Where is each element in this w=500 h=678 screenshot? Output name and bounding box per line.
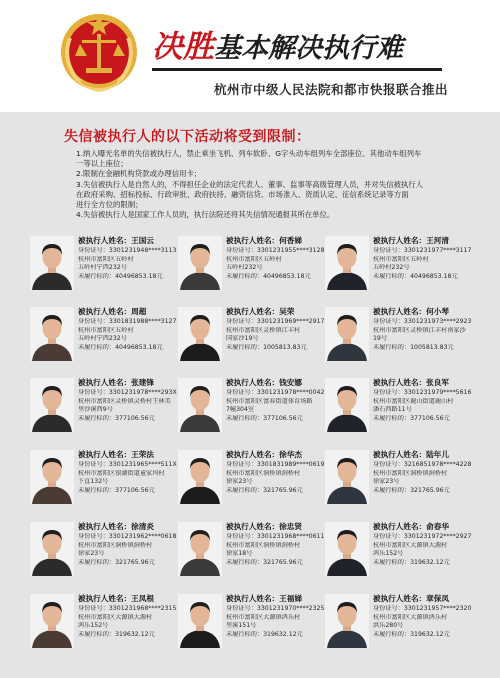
name-label: 被执行人姓名： (373, 450, 427, 459)
debtor-address: 杭州市富阳区鹿山街道鹿山村 (373, 397, 454, 405)
debtor-id: 身份证号：3301231972****2927 (373, 533, 472, 540)
debtor-address: 五岭村232号 (373, 264, 410, 272)
debtor-card (30, 376, 178, 444)
portrait-photo-icon (30, 594, 74, 648)
debtor-address: 徐家23号 (78, 550, 105, 558)
name-label: 被执行人姓名： (78, 307, 132, 316)
debtor-name: 周超 (131, 307, 147, 316)
amount-label: 未履行标的： (226, 558, 264, 566)
debtor-info (78, 520, 178, 567)
debtor-id: 身份证号：3301231957****2320 (373, 605, 472, 612)
headline (152, 30, 452, 71)
name-label: 被执行人姓名： (373, 307, 427, 316)
debtor-card (30, 592, 178, 660)
debtor-address: 杭州市富阳区大源镇大源村 (78, 613, 153, 621)
debtor-info (78, 592, 178, 639)
debtor-name-line (373, 305, 473, 318)
rule-line: 2.限制在金融机构贷款或办理信用卡； (76, 169, 202, 179)
debtor-amount: 40496853.18元 (410, 272, 458, 280)
debtor-card (325, 234, 473, 302)
debtor-name-line (226, 448, 326, 461)
portrait-photo-icon (325, 594, 369, 648)
debtor-address: 鸿乐152号 (373, 550, 404, 558)
debtor-address: 7幢304室 (226, 406, 255, 414)
portrait-photo-icon (325, 450, 369, 504)
debtor-address: 杭州市富阳区洞桥镇洞桥村 (226, 541, 301, 549)
debtor-address: 杭州市富阳区银湖街道童家坞村 (78, 469, 165, 477)
debtor-name: 徐华杰 (279, 450, 302, 459)
debtor-address: 杭州市富阳区五岭村 (78, 326, 134, 334)
subtitle: 杭州市中级人民法院和都市快报联合推出 (214, 82, 449, 97)
debtor-amount-line (78, 559, 178, 568)
headline-underline (152, 68, 442, 71)
debtor-amount-line (226, 487, 326, 496)
debtor-info (226, 448, 326, 495)
debtor-card (178, 376, 326, 444)
portrait-photo-icon (325, 522, 369, 576)
debtor-info (78, 448, 178, 495)
debtor-address: 徐家23号 (226, 478, 253, 486)
debtor-amount-line (78, 344, 178, 353)
debtor-amount: 40496853.18元 (115, 272, 163, 280)
debtor-address: 徐家18号 (226, 550, 253, 558)
rules-list (76, 149, 448, 220)
portrait-photo-icon (178, 594, 222, 648)
rule-line: 1.纳入曝光名单的失信被执行人，禁止乘坐飞机、列车软卧、G字头动车组列车全部座位、其他动车组列车 (76, 149, 422, 158)
portrait-photo-icon (325, 307, 369, 361)
amount-label: 未履行标的： (78, 486, 116, 494)
debtor-amount-line (78, 487, 178, 496)
debtor-id: 身份证号：3301831988****3127 (78, 318, 177, 325)
debtor-name: 陆年儿 (426, 450, 449, 459)
debtor-info (373, 305, 473, 352)
amount-label: 未履行标的： (78, 272, 116, 280)
debtor-amount: 377106.56元 (410, 414, 450, 422)
debtor-name: 王荣法 (131, 450, 154, 459)
debtor-amount-line (78, 631, 178, 640)
debtor-id: 身份证号：3216851978****4228 (373, 461, 472, 468)
debtor-card (178, 592, 326, 660)
debtor-name-line (373, 376, 473, 389)
name-label: 被执行人姓名： (78, 522, 132, 531)
debtor-name: 钱安娜 (279, 378, 302, 387)
amount-label: 未履行标的： (78, 414, 116, 422)
name-label: 被执行人姓名： (226, 236, 280, 245)
portrait-photo-icon (30, 378, 74, 432)
portrait-photo-icon (178, 522, 222, 576)
amount-label: 未履行标的： (78, 343, 116, 351)
name-label: 被执行人姓名： (373, 594, 427, 603)
debtor-address: 杭州市富阳区五岭村 (373, 255, 429, 263)
debtor-card (30, 520, 178, 588)
debtor-amount-line (226, 273, 326, 282)
debtor-info (226, 305, 326, 352)
name-label: 被执行人姓名： (78, 450, 132, 459)
debtor-name: 王福娣 (279, 594, 302, 603)
debtor-name: 章保凤 (426, 594, 449, 603)
debtor-id: 身份证号：3301831989****0619 (226, 461, 325, 468)
debtor-card (30, 305, 178, 373)
debtor-name: 徐忠贤 (279, 522, 302, 531)
debtor-id: 身份证号：3301231969****2917 (226, 318, 325, 325)
debtor-amount: 40496853.18元 (263, 272, 311, 280)
debtor-id: 身份证号：3301231978****293X (78, 389, 177, 396)
debtor-info (226, 592, 326, 639)
debtor-address: 杭州市富阳区大源镇大源村 (373, 541, 448, 549)
debtor-name: 张良军 (426, 378, 449, 387)
notice-panel (0, 112, 500, 678)
debtor-info (226, 520, 326, 567)
debtor-address: 里沙溪西9号 (78, 406, 113, 414)
debtor-address: 洪乐280号 (373, 622, 404, 630)
debtor-address: 杭州市富阳区灵桥镇江丰村南家沙 (373, 326, 466, 334)
debtor-name-line (78, 448, 178, 461)
debtor-name: 王凤根 (131, 594, 154, 603)
name-label: 被执行人姓名： (226, 594, 280, 603)
debtor-card (325, 520, 473, 588)
debtor-name-line (373, 592, 473, 605)
court-emblem-icon (58, 8, 140, 92)
debtor-address: 国家沙19号 (226, 335, 259, 343)
rule-line: 一等以上座位； (76, 159, 128, 169)
debtor-name: 何香娣 (279, 236, 302, 245)
debtor-name-line (226, 234, 326, 247)
name-label: 被执行人姓名： (226, 378, 280, 387)
debtor-amount-line (226, 415, 326, 424)
debtor-id: 身份证号：3301231968****0611 (226, 533, 325, 540)
debtor-card (30, 234, 178, 302)
amount-label: 未履行标的： (373, 558, 411, 566)
debtor-amount: 321765.96元 (115, 558, 155, 566)
debtor-id: 身份证号：3301231973****2923 (373, 318, 472, 325)
header (0, 0, 500, 112)
debtor-address: 鸿乐152号 (78, 622, 109, 630)
debtor-name: 俞春华 (426, 522, 449, 531)
amount-label: 未履行标的： (226, 630, 264, 638)
amount-label: 未履行标的： (373, 272, 411, 280)
amount-label: 未履行标的： (373, 414, 411, 422)
debtor-name: 徐清炎 (131, 522, 154, 531)
debtor-address: 19号 (373, 335, 388, 343)
portrait-photo-icon (30, 450, 74, 504)
debtor-name-line (78, 305, 178, 318)
amount-label: 未履行标的： (373, 630, 411, 638)
name-label: 被执行人姓名： (373, 522, 427, 531)
debtor-card (178, 448, 326, 516)
rule-line: 进行全方位的限制； (76, 200, 143, 210)
debtor-name: 王河清 (426, 236, 449, 245)
debtor-address: 五岭村宁西232号 (78, 335, 127, 343)
debtor-address: 徐家23号 (373, 478, 400, 486)
portrait-photo-icon (178, 307, 222, 361)
debtor-card (325, 376, 473, 444)
debtor-info (373, 592, 473, 639)
debtor-card (178, 520, 326, 588)
debtor-name: 张建锋 (131, 378, 154, 387)
debtor-amount: 319632.12元 (263, 630, 303, 638)
amount-label: 未履行标的： (226, 343, 264, 351)
debtor-card (30, 448, 178, 516)
debtor-name-line (226, 305, 326, 318)
debtor-info (78, 305, 178, 352)
name-label: 被执行人姓名： (373, 378, 427, 387)
debtor-card (325, 305, 473, 373)
debtor-amount: 321765.96元 (410, 486, 450, 494)
amount-label: 未履行标的： (226, 272, 264, 280)
debtor-amount-line (78, 273, 178, 282)
debtor-amount-line (78, 415, 178, 424)
headline-red: 决胜 (152, 29, 214, 65)
debtor-card (325, 448, 473, 516)
debtor-address: 杭州市富阳区五岭村 (226, 255, 282, 263)
debtor-info (78, 376, 178, 423)
debtor-card (178, 305, 326, 373)
amount-label: 未履行标的： (226, 414, 264, 422)
debtor-id: 身份证号：3301231979****5616 (373, 389, 472, 396)
debtor-amount: 321765.96元 (263, 558, 303, 566)
debtor-address: 杭州市富阳区富春街道体育场路 (226, 397, 313, 405)
portrait-photo-icon (325, 378, 369, 432)
debtor-amount: 319632.12元 (115, 630, 155, 638)
amount-label: 未履行标的： (373, 343, 411, 351)
debtor-id: 身份证号：3301231968****2315 (78, 605, 177, 612)
debtor-amount: 319632.12元 (410, 558, 450, 566)
debtor-address: 下直132号 (78, 478, 109, 486)
debtor-amount: 319632.12元 (410, 630, 450, 638)
name-label: 被执行人姓名： (78, 594, 132, 603)
portrait-photo-icon (178, 450, 222, 504)
rule-line: 4.失信被执行人是国家工作人员的，执行法院还将其失信情况通报其所在单位。 (76, 210, 335, 220)
debtor-name-line (226, 520, 326, 533)
debtor-address: 里溪151号 (226, 622, 257, 630)
debtor-id: 身份证号：3301231948****3113 (78, 247, 177, 254)
debtor-id: 身份证号：3301231962****0618 (78, 533, 177, 540)
portrait-photo-icon (30, 522, 74, 576)
debtor-amount-line (373, 487, 473, 496)
debtor-amount: 1005813.83元 (410, 343, 454, 351)
portrait-photo-icon (178, 236, 222, 290)
debtor-amount: 321765.96元 (263, 486, 303, 494)
debtor-name-line (78, 592, 178, 605)
headline-text (152, 30, 452, 66)
amount-label: 未履行标的： (226, 486, 264, 494)
debtor-address: 杭州市富阳区灵桥镇江丰村 (226, 326, 301, 334)
name-label: 被执行人姓名： (78, 236, 132, 245)
debtor-address: 杭州市富阳区大源镇鸿乐村 (226, 613, 301, 621)
rule-line: 3.失信被执行人是自然人的，不得担任企业的法定代表人、董事、监事等高级管理人员，并对失信被执行人 (76, 179, 424, 189)
headline-black: 基本解决执行难 (214, 33, 403, 64)
portrait-photo-icon (30, 307, 74, 361)
debtor-name: 王国云 (131, 236, 154, 245)
debtor-name-line (373, 520, 473, 533)
debtor-amount: 1005813.83元 (263, 343, 307, 351)
debtor-name-line (226, 376, 326, 389)
name-label: 被执行人姓名： (226, 307, 280, 316)
name-label: 被执行人姓名： (226, 450, 280, 459)
portrait-photo-icon (325, 236, 369, 290)
debtor-amount: 377106.56元 (263, 414, 303, 422)
debtor-address: 杭州市富阳区洞桥镇洞桥村 (226, 469, 301, 477)
debtor-info (226, 376, 326, 423)
debtor-info (373, 376, 473, 423)
portrait-photo-icon (30, 236, 74, 290)
debtor-info (373, 520, 473, 567)
debtor-name-line (373, 448, 473, 461)
amount-label: 未履行标的： (78, 558, 116, 566)
portrait-photo-icon (178, 378, 222, 432)
debtor-amount-line (373, 415, 473, 424)
debtor-name-line (78, 234, 178, 247)
name-label: 被执行人姓名： (226, 522, 280, 531)
debtor-card (325, 592, 473, 660)
debtor-amount-line (226, 631, 326, 640)
debtor-info (373, 234, 473, 281)
debtor-amount: 377106.56元 (115, 486, 155, 494)
debtor-id: 身份证号：3301231978****0042 (226, 389, 325, 396)
debtor-address: 杭州市富阳区大源镇鸿乐村 (373, 613, 448, 621)
name-label: 被执行人姓名： (373, 236, 427, 245)
debtor-address: 潘石西路11号 (373, 406, 412, 414)
debtor-amount: 377106.56元 (115, 414, 155, 422)
debtor-amount: 40496853.18元 (115, 343, 163, 351)
notice-title: 失信被执行人的以下活动将受到限制： (64, 129, 311, 145)
debtor-amount-line (373, 273, 473, 282)
debtor-address: 杭州市富阳区洞桥镇洞桥村 (373, 469, 448, 477)
debtor-amount-line (373, 631, 473, 640)
debtor-id: 身份证号：3301231965****511X (78, 461, 177, 468)
debtor-name-line (78, 376, 178, 389)
debtor-address: 杭州市富阳区五岭村 (78, 255, 134, 263)
debtor-address: 五岭村宁西232号 (78, 264, 127, 272)
amount-label: 未履行标的： (373, 486, 411, 494)
debtor-card (178, 234, 326, 302)
debtor-id: 身份证号：3301231970****2325 (226, 605, 325, 612)
debtor-amount-line (226, 559, 326, 568)
debtor-info (226, 234, 326, 281)
debtor-amount-line (226, 344, 326, 353)
debtor-id: 身份证号：3301231977****3117 (373, 247, 472, 254)
debtor-address: 杭州市富阳区灵桥镇灵桥村王林美 (78, 397, 171, 405)
debtor-address: 五岭村232号 (226, 264, 263, 272)
name-label: 被执行人姓名： (78, 378, 132, 387)
debtor-name: 何小琴 (426, 307, 449, 316)
debtor-name-line (373, 234, 473, 247)
rule-line: 在政府采购、招标投标、行政审批、政府扶持、融资信贷、市场准入、资质认定、征信系统记录等方面 (76, 189, 409, 199)
debtor-info (78, 234, 178, 281)
debtor-info (373, 448, 473, 495)
debtor-name: 吴荣 (279, 307, 295, 316)
debtor-address: 杭州市富阳区洞桥镇洞桥村 (78, 541, 153, 549)
debtor-id: 身份证号：3301231955****3128 (226, 247, 325, 254)
debtor-amount-line (373, 344, 473, 353)
debtor-name-line (226, 592, 326, 605)
amount-label: 未履行标的： (78, 630, 116, 638)
debtor-name-line (78, 520, 178, 533)
debtor-amount-line (373, 559, 473, 568)
